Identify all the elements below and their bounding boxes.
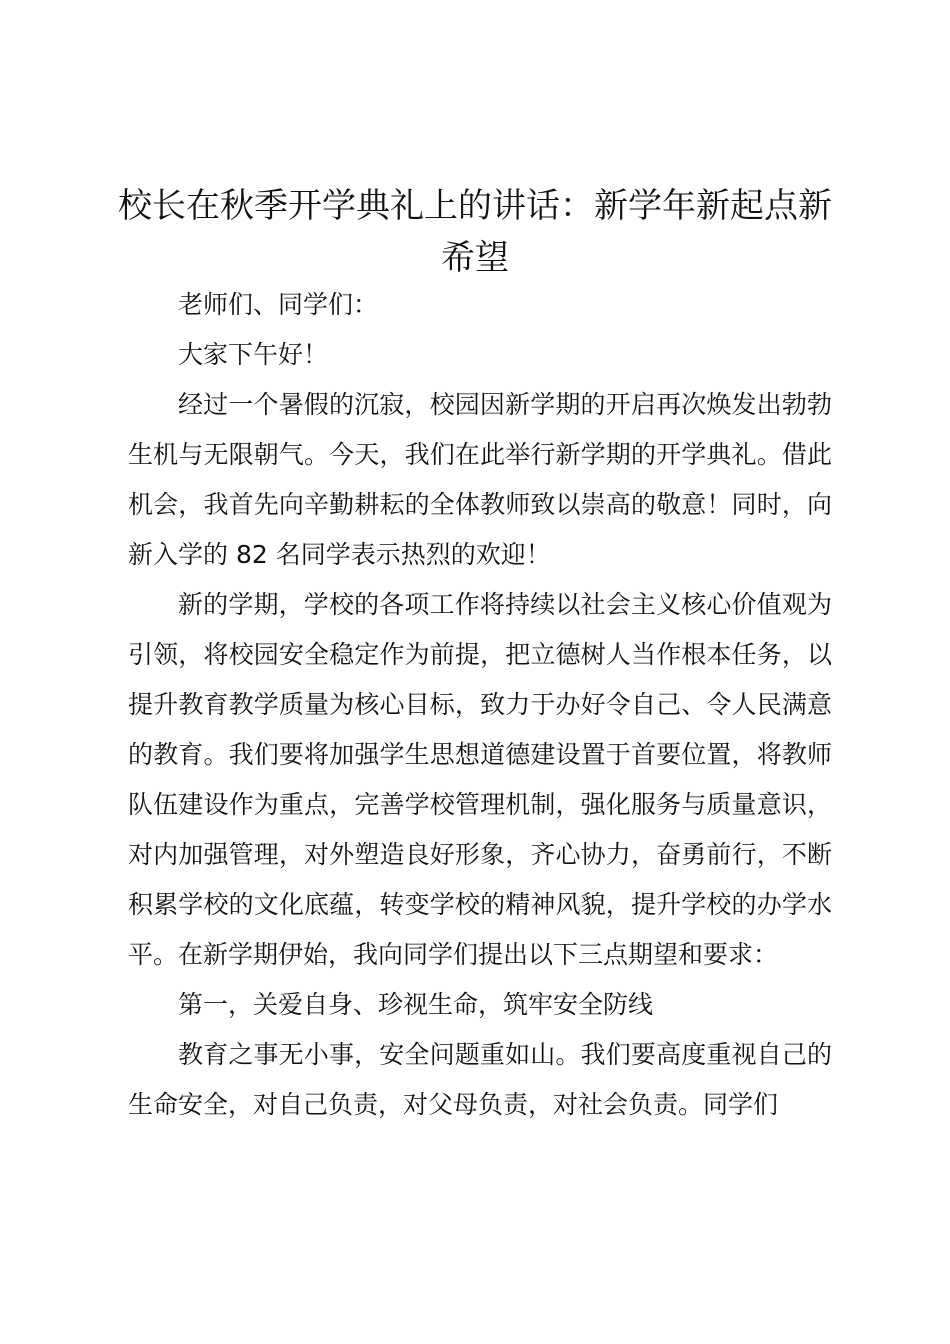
salutation: 老师们、同学们： <box>178 290 379 319</box>
greeting: 大家下午好！ <box>178 340 329 369</box>
paragraph-goals: 新的学期，学校的各项工作将持续以社会主义核心价值观为引领，将校园安全稳定作为前提，把立德树人当作根本任务，以提升教育教学质量为核心目标，致力于办好令自己、令人民满意的教育。我们要将加强学生思想道德建设置于首要位置，将教师队伍建设作为重点，完善学校管理机制，强化服务与质量意识，对内加强管理，对外塑造良好形象，齐心协力，奋勇前行，不断积累学校的文化底蕴，转变学校的精神风貌，提升学校的办学水平。在新学期伊始，我向同学们提出以下三点期望和要求： <box>128 590 832 969</box>
document-body <box>128 280 832 1130</box>
paragraph-safety: 教育之事无小事，安全问题重如山。我们要高度重视自己的生命安全，对自己负责，对父母负责，对社会负责。同学们 <box>128 1040 832 1119</box>
paragraph-opening: 经过一个暑假的沉寂，校园因新学期的开启再次焕发出勃勃生机与无限朝气。今天，我们在此举行新学期的开学典礼。借此机会，我首先向辛勤耕耘的全体教师致以崇高的敬意！同时，向新入学的 82 名同学表示热烈的欢迎！ <box>128 390 832 569</box>
document-title: 校长在秋季开学典礼上的讲话：新学年新起点新希望 <box>118 186 832 278</box>
section-heading-first: 第一，关爱自身、珍视生命，筑牢安全防线 <box>178 990 654 1019</box>
